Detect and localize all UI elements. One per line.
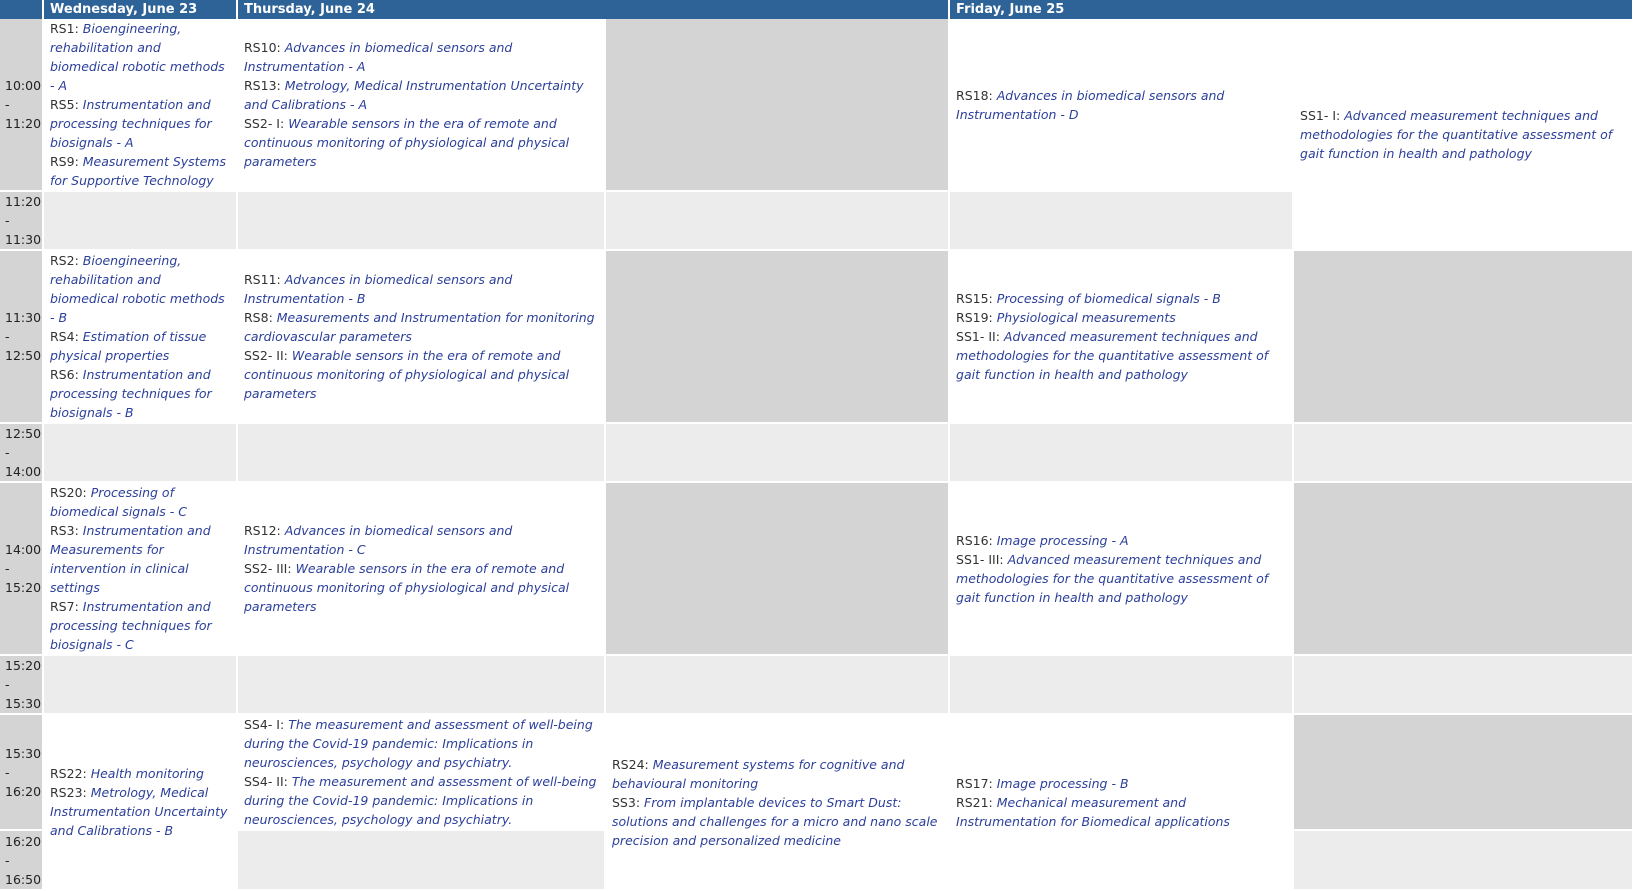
session-item[interactable]: SS2- II: Wearable sensors in the era of remote and continuous monitoring of physiological and physical parameters <box>244 348 570 401</box>
session-link: Advanced measurement techniques and methodologies for the quantitative assessment of gait function in health and pathology <box>1300 107 1613 161</box>
day-header-thursday: Thursday, June 24 <box>238 0 950 19</box>
session-link: Wearable sensors in the era of remote and continuous monitoring of physiological and physical parameters <box>244 348 570 401</box>
time-start: 11:30 <box>5 310 42 325</box>
session-item[interactable]: RS2: Bioengineering, rehabilitation and biomedical robotic methods - B <box>50 253 225 325</box>
header-row <box>0 0 1634 19</box>
break-cell <box>238 192 606 251</box>
session-link: Health monitoring <box>90 766 204 781</box>
session-link: Image processing - B <box>996 775 1129 791</box>
session-link: Instrumentation and processing techniques for biosignals - A <box>50 97 212 150</box>
session-item[interactable]: RS16: Image processing - A <box>956 532 1129 548</box>
session-item[interactable]: RS21: Mechanical measurement and Instrumentation for Biomedical applications <box>956 794 1230 829</box>
session-item[interactable]: RS11: Advances in biomedical sensors and Instrumentation - B <box>244 272 513 306</box>
session-link: Mechanical measurement and Instrumentation for Biomedical applications <box>956 794 1230 829</box>
session-link: Metrology, Medical Instrumentation Uncertainty and Calibrations - B <box>50 785 228 838</box>
empty-cell <box>606 251 950 424</box>
break-cell <box>950 424 1294 483</box>
time-start: 10:00 <box>5 78 42 93</box>
session-link: Processing of biomedical signals - C <box>50 485 187 519</box>
session-item[interactable]: RS17: Image processing - B <box>956 775 1129 791</box>
session-link: Advances in biomedical sensors and Instrumentation - D <box>956 87 1225 122</box>
break-cell <box>238 424 606 483</box>
time-start: 14:00 <box>5 542 42 557</box>
session-cell <box>950 251 1294 424</box>
break-cell <box>44 656 238 715</box>
session-cell <box>44 715 238 891</box>
break-cell <box>606 424 950 483</box>
session-cell <box>950 715 1294 891</box>
session-item[interactable]: RS7: Instrumentation and processing techniques for biosignals - C <box>50 599 212 652</box>
session-cell <box>1294 19 1634 251</box>
session-item[interactable]: SS1- I: Advanced measurement techniques and methodologies for the quantitative assessment of gait function in health and pathology <box>1300 107 1613 161</box>
slot-row <box>0 251 1634 424</box>
session-link: Measurement systems for cognitive and behavioural monitoring <box>612 756 905 791</box>
time-cell <box>0 192 44 251</box>
session-link: Wearable sensors in the era of remote and continuous monitoring of physiological and physical parameters <box>244 561 570 614</box>
empty-cell <box>606 483 950 656</box>
time-start: 16:20 <box>5 833 42 849</box>
time-dash: - <box>5 329 10 344</box>
slot-row <box>0 483 1634 656</box>
session-item[interactable]: RS24: Measurement systems for cognitive and behavioural monitoring <box>612 756 905 791</box>
session-link: From implantable devices to Smart Dust: solutions and challenges for a micro and nano scale precision and personalized medicine <box>612 794 938 848</box>
time-start: 11:20 <box>5 194 42 209</box>
slot-row <box>0 19 1634 192</box>
session-item[interactable]: RS10: Advances in biomedical sensors and Instrumentation - A <box>244 40 513 74</box>
break-cell <box>1294 656 1634 715</box>
time-dash: - <box>5 764 10 780</box>
session-link: Instrumentation and processing techniques for biosignals - C <box>50 599 212 652</box>
session-cell <box>950 19 1294 192</box>
session-item[interactable]: RS12: Advances in biomedical sensors and Instrumentation - C <box>244 523 513 557</box>
time-dash: - <box>5 561 10 576</box>
time-dash: - <box>5 445 10 460</box>
day-header-friday: Friday, June 25 <box>950 0 1634 19</box>
session-link: Bioengineering, rehabilitation and biomedical robotic methods - A <box>50 21 225 93</box>
break-cell <box>950 656 1294 715</box>
session-item[interactable]: SS4- I: The measurement and assessment of well-being during the Covid-19 pandemic: Implications in neurosciences, psychology and psychiatry. <box>244 717 593 770</box>
time-end: 16:50 <box>5 871 42 887</box>
session-cell <box>238 483 606 656</box>
break-cell <box>238 656 606 715</box>
time-end: 12:50 <box>5 348 42 363</box>
time-end: 14:00 <box>5 464 42 479</box>
session-link: Measurements and Instrumentation for monitoring cardiovascular parameters <box>244 310 595 344</box>
session-item[interactable]: SS1- III: Advanced measurement techniques and methodologies for the quantitative assessment of gait function in health and pathology <box>956 551 1269 605</box>
session-link: Image processing - A <box>996 532 1129 548</box>
session-cell <box>44 483 238 656</box>
day-header-wednesday: Wednesday, June 23 <box>44 0 238 19</box>
session-cell <box>606 715 950 891</box>
session-link: Instrumentation and processing techniques for biosignals - B <box>50 367 212 420</box>
session-item[interactable]: RS9: Measurement Systems for Supportive Technology <box>50 154 226 188</box>
break-cell <box>44 424 238 483</box>
session-link: The measurement and assessment of well-being during the Covid-19 pandemic: Implications in neurosciences, psychology and psychiatry. <box>244 774 597 827</box>
session-item[interactable]: RS13: Metrology, Medical Instrumentation Uncertainty and Calibrations - A <box>244 78 584 112</box>
session-link: Processing of biomedical signals - B <box>996 291 1221 306</box>
session-item[interactable]: SS4- II: The measurement and assessment of well-being during the Covid-19 pandemic: Implications in neurosciences, psychology and psychiatry. <box>244 774 597 827</box>
session-link: Advanced measurement techniques and methodologies for the quantitative assessment of gait function in health and pathology <box>956 329 1269 382</box>
session-link: The measurement and assessment of well-being during the Covid-19 pandemic: Implications in neurosciences, psychology and psychiatry. <box>244 717 593 770</box>
session-item[interactable]: RS19: Physiological measurements <box>956 310 1176 325</box>
session-item[interactable]: RS4: Estimation of tissue physical properties <box>50 329 207 363</box>
session-item[interactable]: RS1: Bioengineering, rehabilitation and biomedical robotic methods - A <box>50 21 225 93</box>
break-cell <box>606 192 950 251</box>
session-link: Metrology, Medical Instrumentation Uncertainty and Calibrations - A <box>244 78 584 112</box>
session-link: Advances in biomedical sensors and Instrumentation - C <box>244 523 513 557</box>
time-dash: - <box>5 677 10 692</box>
time-end: 15:30 <box>5 696 42 711</box>
session-item[interactable]: RS18: Advances in biomedical sensors and Instrumentation - D <box>956 87 1225 122</box>
break-cell <box>44 192 238 251</box>
session-link: Estimation of tissue physical properties <box>50 329 207 363</box>
time-end: 15:20 <box>5 580 42 595</box>
time-start: 15:20 <box>5 658 42 673</box>
session-cell <box>238 715 606 831</box>
session-item[interactable]: SS2- I: Wearable sensors in the era of remote and continuous monitoring of physiological and physical parameters <box>244 116 570 169</box>
session-cell <box>44 251 238 424</box>
session-cell <box>238 251 606 424</box>
session-item[interactable]: RS5: Instrumentation and processing techniques for biosignals - A <box>50 97 212 150</box>
time-start: 12:50 <box>5 426 42 441</box>
session-item[interactable]: RS15: Processing of biomedical signals - B <box>956 291 1221 306</box>
break-row <box>0 656 1634 715</box>
empty-cell <box>1294 483 1634 656</box>
session-item[interactable]: RS23: Metrology, Medical Instrumentation Uncertainty and Calibrations - B <box>50 785 228 838</box>
session-link: Advances in biomedical sensors and Instrumentation - B <box>244 272 513 306</box>
time-dash: - <box>5 213 10 228</box>
time-cell <box>0 251 44 424</box>
session-item[interactable]: RS3: Instrumentation and Measurements for intervention in clinical settings <box>50 523 211 595</box>
time-end: 16:20 <box>5 783 42 799</box>
session-item[interactable]: RS22: Health monitoring <box>50 766 204 781</box>
empty-cell <box>1294 251 1634 424</box>
time-cell <box>0 483 44 656</box>
break-cell <box>1294 831 1634 891</box>
time-end: 11:30 <box>5 232 42 247</box>
session-link: Instrumentation and Measurements for intervention in clinical settings <box>50 523 211 595</box>
time-cell <box>0 424 44 483</box>
session-link: Advances in biomedical sensors and Instrumentation - A <box>244 40 513 74</box>
time-cell <box>0 831 44 891</box>
time-cell <box>0 19 44 192</box>
break-cell <box>1294 424 1634 483</box>
time-dash: - <box>5 97 10 112</box>
header-corner <box>0 0 44 19</box>
session-item[interactable]: SS1- II: Advanced measurement techniques and methodologies for the quantitative assessment of gait function in health and pathology <box>956 329 1269 382</box>
session-cell <box>238 19 606 192</box>
session-item[interactable]: RS20: Processing of biomedical signals - C <box>50 485 187 519</box>
break-cell <box>606 656 950 715</box>
time-dash: - <box>5 852 10 868</box>
break-cell <box>238 831 606 891</box>
session-link: Bioengineering, rehabilitation and biomedical robotic methods - B <box>50 253 225 325</box>
empty-cell <box>1294 715 1634 831</box>
session-link: Measurement Systems for Supportive Technology <box>50 154 226 188</box>
session-item[interactable]: SS3: From implantable devices to Smart Dust: solutions and challenges for a micro and nano scale precision and personalized medicine <box>612 794 938 848</box>
time-start: 15:30 <box>5 745 42 761</box>
session-link: Wearable sensors in the era of remote and continuous monitoring of physiological and physical parameters <box>244 116 570 169</box>
empty-cell <box>606 19 950 192</box>
break-cell <box>950 192 1294 251</box>
session-cell <box>950 483 1294 656</box>
session-item[interactable]: RS8: Measurements and Instrumentation for monitoring cardiovascular parameters <box>244 310 595 344</box>
session-item[interactable]: RS6: Instrumentation and processing techniques for biosignals - B <box>50 367 212 420</box>
time-end: 11:20 <box>5 116 42 131</box>
session-cell <box>44 19 238 192</box>
break-row <box>0 424 1634 483</box>
slot-row <box>0 715 1634 831</box>
time-cell <box>0 715 44 831</box>
session-link: Advanced measurement techniques and methodologies for the quantitative assessment of gait function in health and pathology <box>956 551 1269 605</box>
session-item[interactable]: SS2- III: Wearable sensors in the era of remote and continuous monitoring of physiological and physical parameters <box>244 561 570 614</box>
session-link: Physiological measurements <box>996 310 1176 325</box>
time-cell <box>0 656 44 715</box>
